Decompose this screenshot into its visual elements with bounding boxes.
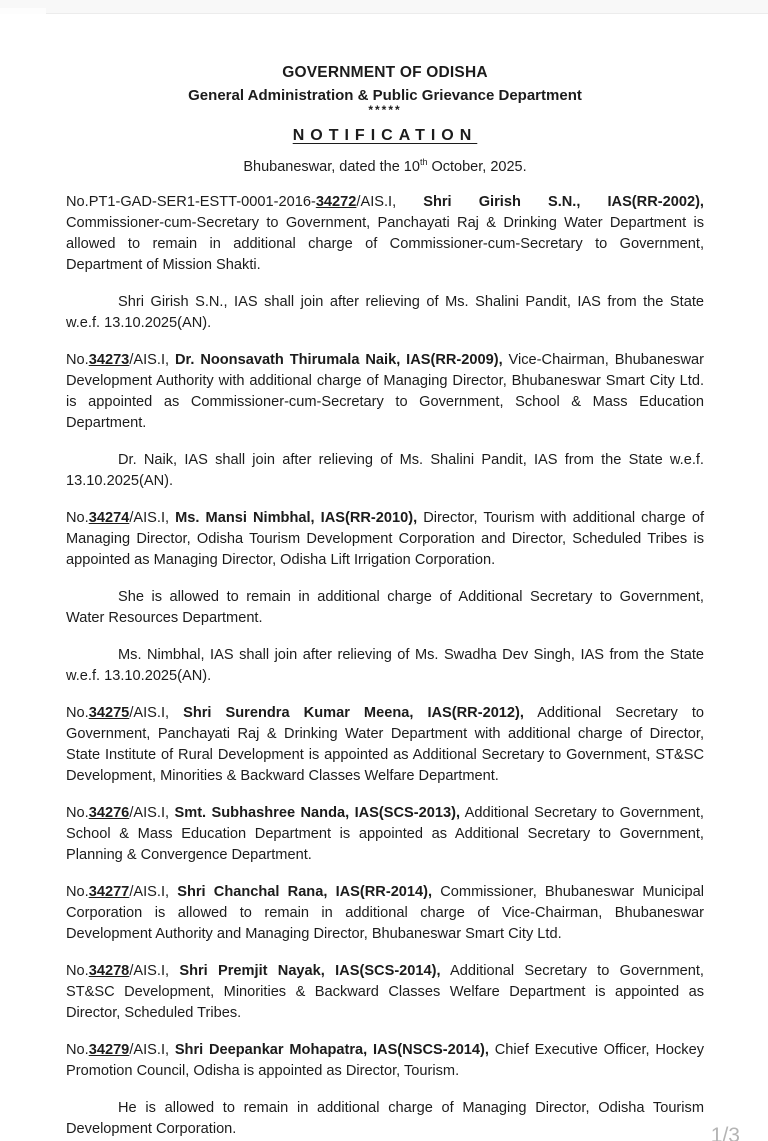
- text-run: Dr. Naik, IAS shall join after relieving of Ms. Shalini Pandit, IAS from the State w.e.f. 13.10.2025(AN).: [66, 451, 704, 489]
- text-run: No.: [66, 509, 89, 526]
- text-run: Director, Tourism with additional charge of Managing Director, Odisha Tourism Development Corporation and Director, Scheduled Tribes is appointed as Managing Director, Odisha Lift Irrigation Corporation.: [66, 509, 705, 568]
- text-run: He is allowed to remain in additional charge of Managing Director, Odisha Tourism Development Corporation.: [66, 1099, 704, 1137]
- text-run: /AIS.I,: [129, 509, 176, 526]
- text-run: /AIS.I,: [129, 962, 180, 979]
- star-separator: *****: [368, 103, 402, 117]
- department-title: General Administration & Public Grievance Department: [188, 87, 582, 104]
- text-run: /AIS.I,: [129, 704, 184, 721]
- text-run: 34274: [88, 509, 130, 526]
- text-run: Shri Girish S.N., IAS shall join after relieving of Ms. Shalini Pandit, IAS from the State w.e.f. 13.10.2025(AN).: [66, 293, 704, 331]
- paragraph: [66, 961, 704, 1024]
- dateline-prefix: Bhubaneswar, dated the 10: [243, 158, 420, 175]
- text-run: Shri Premjit Nayak, IAS(SCS-2014),: [179, 962, 441, 979]
- paragraph: [66, 587, 704, 629]
- text-run: Commissioner, Bhubaneswar Municipal Corporation is allowed to remain in additional charge of Vice-Chairman, Bhubaneswar Development Authority and Managing Director, Bhubaneswar Smart City Ltd.: [66, 883, 704, 942]
- government-title: GOVERNMENT OF ODISHA: [282, 64, 488, 81]
- text-run: No.PT1-GAD-SER1-ESTT-0001-2016-: [66, 193, 316, 210]
- document-header: [66, 14, 704, 175]
- text-run: /AIS.I,: [129, 351, 175, 368]
- text-run: 34272: [315, 193, 357, 210]
- text-run: Ms. Nimbhal, IAS shall join after relieving of Ms. Swadha Dev Singh, IAS from the State w.e.f. 13.10.2025(AN).: [66, 646, 704, 684]
- text-run: /AIS.I,: [129, 883, 178, 900]
- text-run: 34275: [88, 704, 130, 721]
- text-run: Shri Chanchal Rana, IAS(RR-2014),: [177, 883, 433, 900]
- text-run: 34278: [88, 962, 130, 979]
- text-run: No.: [66, 1041, 89, 1058]
- paragraph: [66, 508, 704, 571]
- text-run: /AIS.I,: [356, 193, 424, 210]
- text-run: No.: [66, 351, 89, 368]
- text-run: Vice-Chairman, Bhubaneswar Development Authority with additional charge of Managing Director, Bhubaneswar Smart City Ltd. is appointed as Commissioner-cum-Secretary to Government, School & Mass Education Department.: [66, 351, 704, 431]
- text-run: She is allowed to remain in additional charge of Additional Secretary to Government, Water Resources Department.: [66, 588, 704, 626]
- scan-top-strip: [0, 0, 768, 14]
- notification-heading: NOTIFICATION: [292, 127, 478, 144]
- text-run: Additional Secretary to Government, School & Mass Education Department is appointed as Additional Secretary to Government, Planning & Convergence Department.: [66, 804, 704, 863]
- text-run: Additional Secretary to Government, ST&SC Development, Minorities & Backward Classes Welfare Department is appointed as Director, Scheduled Tribes.: [66, 962, 704, 1021]
- text-run: /AIS.I,: [129, 1041, 175, 1058]
- text-run: Shri Girish S.N., IAS(RR-2002),: [423, 193, 704, 210]
- paragraph: [66, 292, 704, 334]
- text-run: 34273: [88, 351, 130, 368]
- text-run: 34277: [88, 883, 130, 900]
- paragraph: [66, 882, 704, 945]
- notification-document: [0, 14, 768, 1141]
- text-run: Additional Secretary to Government, Panchayati Raj & Drinking Water Department with additional charge of Director, State Institute of Rural Development is appointed as Additional Secretary to Government, ST&SC Development, Minorities & Backward Classes Welfare Department.: [66, 704, 705, 784]
- text-run: No.: [66, 704, 89, 721]
- document-body: [66, 192, 704, 1140]
- paragraph: [66, 1098, 704, 1140]
- text-run: Shri Deepankar Mohapatra, IAS(NSCS-2014),: [174, 1041, 489, 1058]
- paragraph: [66, 803, 704, 866]
- paragraph: [66, 350, 704, 434]
- text-run: No.: [66, 804, 89, 821]
- dateline: [66, 157, 704, 175]
- paragraph: [66, 450, 704, 492]
- text-run: No.: [66, 883, 89, 900]
- dateline-suffix: October, 2025.: [427, 158, 527, 175]
- text-run: 34279: [88, 1041, 130, 1058]
- page-number: 1/3: [710, 1124, 740, 1141]
- paragraph: [66, 703, 704, 787]
- paragraph: [66, 192, 704, 276]
- text-run: Shri Surendra Kumar Meena, IAS(RR-2012),: [183, 704, 524, 721]
- text-run: Smt. Subhashree Nanda, IAS(SCS-2013),: [174, 804, 461, 821]
- dateline-ordinal: th: [419, 157, 428, 167]
- text-run: Ms. Mansi Nimbhal, IAS(RR-2010),: [175, 509, 418, 526]
- text-run: /AIS.I,: [129, 804, 175, 821]
- paragraph: [66, 645, 704, 687]
- text-run: 34276: [88, 804, 130, 821]
- text-run: Dr. Noonsavath Thirumala Naik, IAS(RR-2009),: [174, 351, 503, 368]
- text-run: No.: [66, 962, 89, 979]
- text-run: Commissioner-cum-Secretary to Government, Panchayati Raj & Drinking Water Department is allowed to remain in additional charge of Commissioner-cum-Secretary to Government, Department of Mission Shakti.: [66, 214, 704, 273]
- text-run: Chief Executive Officer, Hockey Promotion Council, Odisha is appointed as Director, Tourism.: [66, 1041, 705, 1079]
- paragraph: [66, 1040, 704, 1082]
